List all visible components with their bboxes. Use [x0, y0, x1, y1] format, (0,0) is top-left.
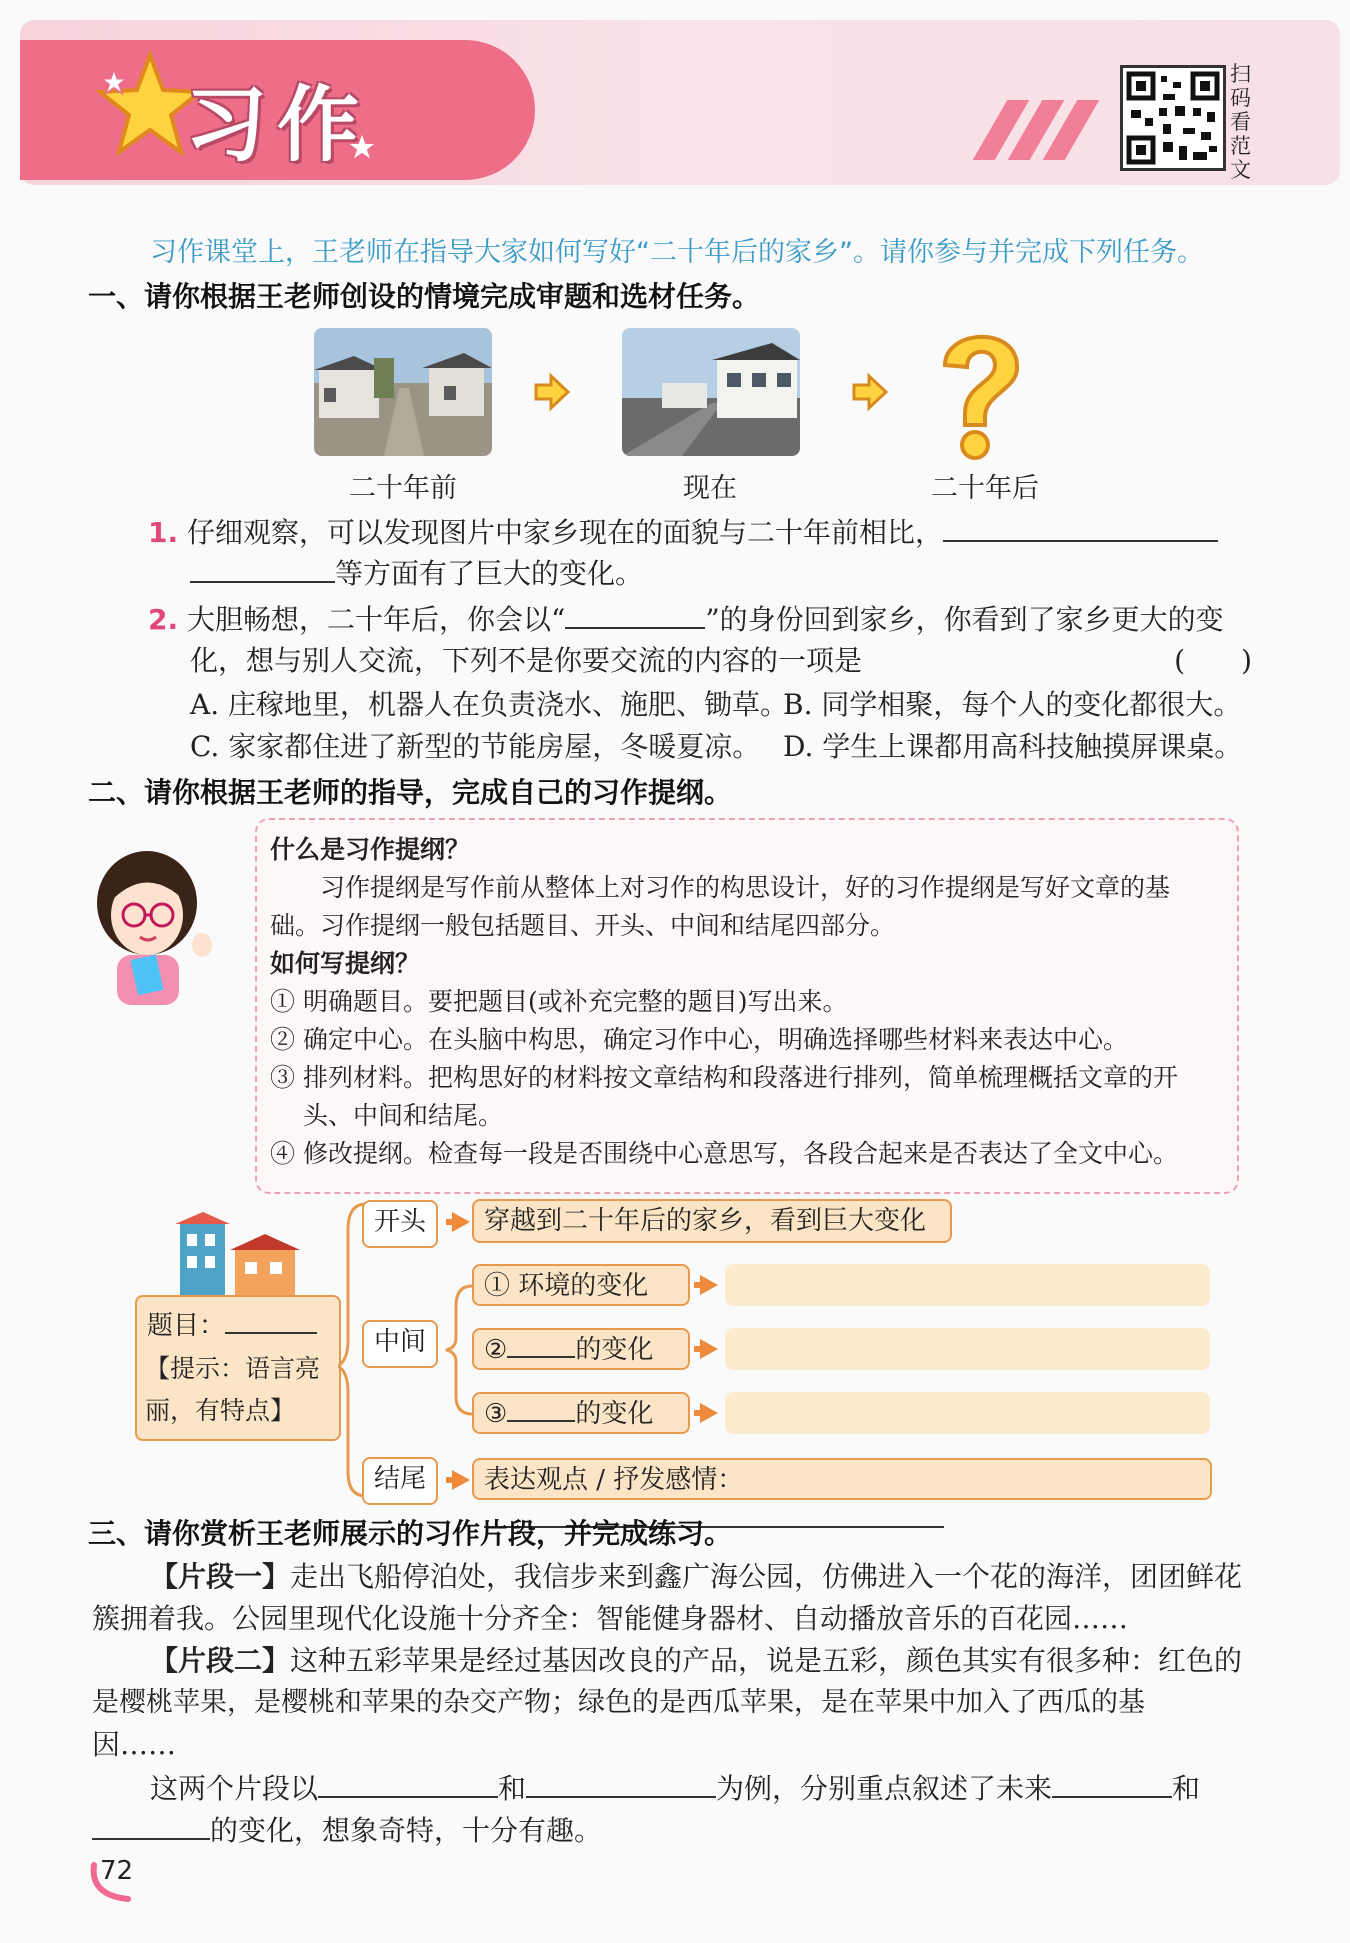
qr-code-icon — [1123, 68, 1223, 168]
arrow-right-icon — [700, 1275, 718, 1295]
fragment-2-line1: 【片段二】这种五彩苹果是经过基因改良的产品，说是五彩，颜色其实有很多种：红色的 — [150, 1644, 1243, 1677]
intro-text: 习作课堂上，王老师在指导大家如何写好“二十年后的家乡”。请你参与并完成下列任务。 — [150, 237, 1204, 268]
answer-blank[interactable] — [526, 1768, 716, 1798]
option-a[interactable]: A. 庄稼地里，机器人在负责浇水、施肥、锄草。 — [190, 688, 789, 721]
tip-step-4: ④ 修改提纲。检查每一段是否围绕中心意思写，各段合起来是否表达了全文中心。 — [270, 1139, 1178, 1168]
question-1 — [148, 512, 1258, 594]
option-b[interactable]: B. 同学相聚，每个人的变化都很大。 — [783, 688, 1242, 721]
fragment-1-line1: 【片段一】走出飞船停泊处，我信步来到鑫广海公园，仿佛进入一个花的海洋，团团鲜花 — [150, 1560, 1243, 1593]
middle-answer-3[interactable] — [725, 1392, 1210, 1434]
arrow-right-icon — [700, 1339, 718, 1359]
question-2-part2: ”的身份回到家乡，你看到了家乡更大的变 — [705, 603, 1224, 636]
answer-blank[interactable] — [318, 1768, 498, 1798]
arrow-right-icon — [700, 1403, 718, 1423]
tip-step-3-cont: 头、中间和结尾。 — [303, 1101, 504, 1130]
photo-present — [622, 328, 800, 456]
page-title: 习作 — [185, 78, 370, 173]
answer-blank[interactable] — [943, 512, 1218, 542]
question-2-part1: 大胆畅想，二十年后，你会以“ — [187, 603, 566, 636]
question-1-number: 1. — [148, 516, 179, 549]
fragment-1-line2: 簇拥着我。公园里现代化设施十分齐全：智能健身器材、自动播放音乐的百花园…… — [92, 1602, 1129, 1635]
section3-heading: 三、请你赏析王老师展示的习作片段，并完成练习。 — [88, 1517, 733, 1550]
arrow-right-icon — [533, 373, 571, 411]
arrow-right-icon — [452, 1212, 470, 1232]
exercise-line2: 的变化，想象奇特，十分有趣。 — [92, 1810, 602, 1851]
answer-blank[interactable] — [190, 553, 335, 583]
change-blank[interactable] — [507, 1398, 575, 1422]
arrow-right-icon — [851, 373, 889, 411]
option-c[interactable]: C. 家家都住进了新型的节能房屋，冬暖夏凉。 — [190, 730, 761, 763]
outline-ending-label: 结尾 — [362, 1457, 438, 1505]
section2-heading: 二、请你根据王老师的指导，完成自己的习作提纲。 — [88, 776, 733, 809]
outline-opening-label: 开头 — [362, 1200, 438, 1248]
fragment-2-line2: 是樱桃苹果，是樱桃和苹果的杂交产物；绿色的是西瓜苹果，是在苹果中加入了西瓜的基 — [92, 1687, 1145, 1718]
middle-item-1: ① 环境的变化 — [472, 1264, 690, 1306]
middle-item-3: ③ 的变化 — [472, 1392, 690, 1434]
answer-blank[interactable] — [565, 599, 705, 629]
qr-label: 扫码看范文 — [1230, 62, 1251, 182]
outline-hint-line1: 【提示：语言亮 — [145, 1354, 321, 1383]
answer-bracket[interactable]: ( ) — [1174, 644, 1252, 677]
small-star-icon — [100, 68, 128, 96]
answer-blank[interactable] — [1052, 1768, 1172, 1798]
change-blank[interactable] — [507, 1334, 575, 1358]
middle-brace — [434, 1280, 474, 1420]
buildings-illustration — [165, 1212, 305, 1302]
outline-hint-line2: 丽，有特点】 — [145, 1396, 296, 1425]
question-2-number: 2. — [148, 603, 179, 636]
arrow-right-icon — [452, 1470, 470, 1490]
caption-future: 二十年后 — [931, 473, 1039, 504]
tip-question-1: 什么是习作提纲？ — [270, 835, 471, 864]
middle-answer-1[interactable] — [725, 1264, 1210, 1306]
outline-ending-box — [472, 1458, 1212, 1500]
fragment-2-tag: 【片段二】 — [150, 1644, 291, 1677]
photo-past — [314, 328, 492, 456]
tip-step-3: ③ 排列材料。把构思好的材料按文章结构和段落进行排列，简单梳理概括文章的开 — [270, 1063, 1178, 1092]
fragment-2-line3: 因…… — [92, 1728, 177, 1761]
tip-answer-1-line2: 础。习作提纲一般包括题目、开头、中间和结尾四部分。 — [270, 911, 896, 940]
answer-blank[interactable] — [92, 1810, 210, 1840]
question-1-line1: 仔细观察，可以发现图片中家乡现在的面貌与二十年前相比， — [187, 516, 944, 549]
section1-heading: 一、请你根据王老师创设的情境完成审题和选材任务。 — [88, 280, 761, 313]
page-number: 72 — [100, 1856, 134, 1886]
question-mark-icon — [935, 325, 1025, 460]
tip-answer-1-line1: 习作提纲是写作前从整体上对习作的构思设计，好的习作提纲是写好文章的基 — [320, 873, 1171, 902]
qr-code[interactable] — [1120, 65, 1226, 171]
option-d[interactable]: D. 学生上课都用高科技触摸屏课桌。 — [783, 730, 1243, 763]
outline-middle-label: 中间 — [362, 1320, 438, 1368]
caption-present: 现在 — [683, 473, 737, 504]
outline-opening-text: 穿越到二十年后的家乡，看到巨大变化 — [472, 1199, 952, 1243]
exercise-line1: 这两个片段以 和 为例，分别重点叙述了未来 和 — [150, 1768, 1260, 1809]
outline-title-box — [135, 1295, 341, 1441]
middle-answer-2[interactable] — [725, 1328, 1210, 1370]
middle-item-2: ② 的变化 — [472, 1328, 690, 1370]
outline-ending-text: 表达观点 / 抒发感情： — [484, 1465, 744, 1495]
title-blank[interactable] — [225, 1308, 317, 1334]
teacher-illustration — [92, 845, 222, 1005]
caption-past: 二十年前 — [349, 473, 457, 504]
question-1-line2: 等方面有了巨大的变化。 — [335, 557, 644, 590]
tip-question-2: 如何写提纲？ — [270, 949, 421, 978]
fragment-1-tag: 【片段一】 — [150, 1560, 291, 1593]
question-2-line2: 化，想与别人交流，下列不是你要交流的内容的一项是 — [190, 644, 863, 677]
tip-step-1: ① 明确题目。要把题目(或补充完整的题目)写出来。 — [270, 987, 848, 1016]
outline-title-label: 题目： — [147, 1311, 226, 1341]
tip-step-2: ② 确定中心。在头脑中构思，确定习作中心，明确选择哪些材料来表达中心。 — [270, 1025, 1128, 1054]
question-2 — [148, 599, 1258, 681]
